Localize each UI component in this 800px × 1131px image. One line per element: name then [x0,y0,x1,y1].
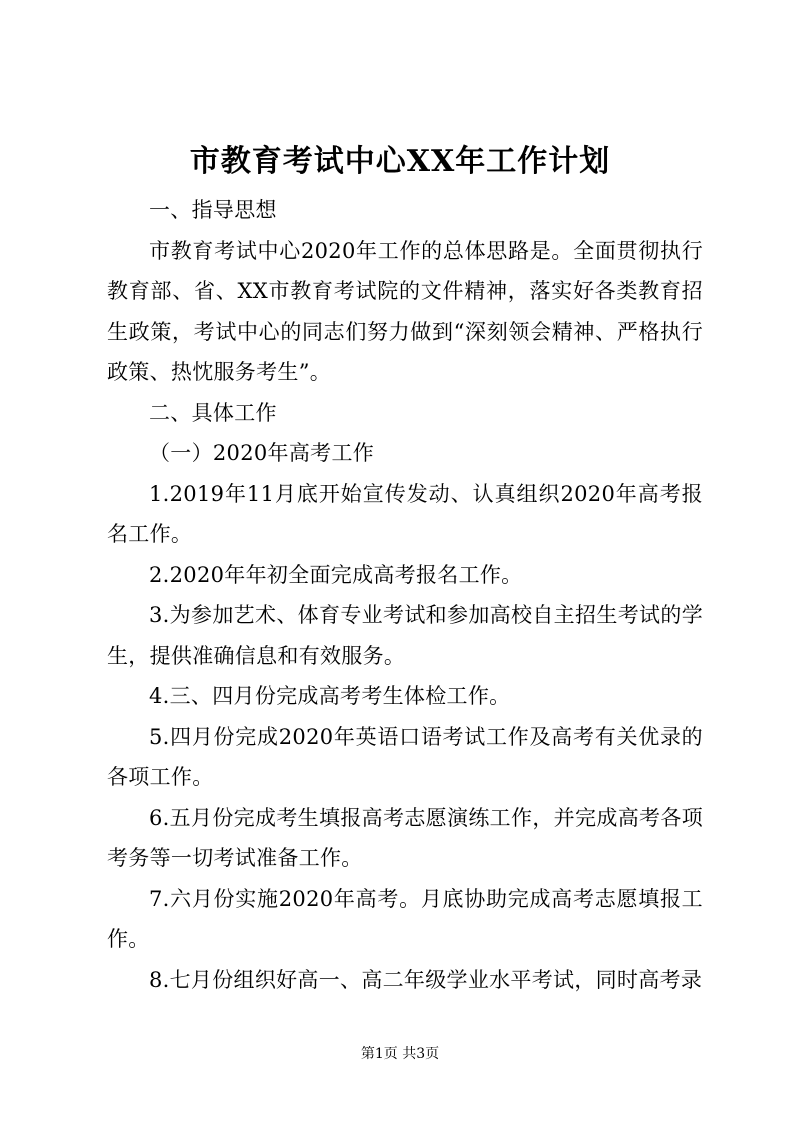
page-footer: 第1页 共3页 [360,1046,440,1062]
list-item: 7.六月份实施2020年高考。月底协助完成高考志愿填报工作。 [107,886,703,951]
list-item: 4.三、四月份完成高考考生体检工作。 [149,684,511,708]
section-heading-specific-work: 二、具体工作 [149,400,277,425]
list-item: 3.为参加艺术、体育专业考试和参加高校自主招生考试的学生，提供准确信息和有效服务。 [107,603,703,668]
list-item: 5.四月份完成2020年英语口语考试工作及高考有关优录的各项工作。 [107,724,703,789]
section-heading-guiding-ideology: 一、指导思想 [149,198,277,222]
document-title: 市教育考试中心XX年工作计划 [189,144,611,179]
list-item: 1.2019年11月底开始宣传发动、认真组织2020年高考报名工作。 [107,481,703,546]
list-item: 2.2020年年初全面完成高考报名工作。 [149,562,523,587]
subsection-heading-gaokao: （一）2020年高考工作 [149,441,375,465]
document-body [107,190,703,1000]
list-item: 6.五月份完成考生填报高考志愿演练工作，并完成高考各项考务等一切考试准备工作。 [107,805,703,870]
list-item: 8.七月份组织好高一、高二年级学业水平考试，同时高考录 [149,967,703,992]
paragraph-overall-approach: 市教育考试中心2020年工作的总体思路是。全面贯彻执行教育部、省、XX市教育考试院的文件精神，落实好各类教育招生政策，考试中心的同志们努力做到“深刻领会精神、严格执行政策、热忱服务考生”。 [107,238,703,384]
